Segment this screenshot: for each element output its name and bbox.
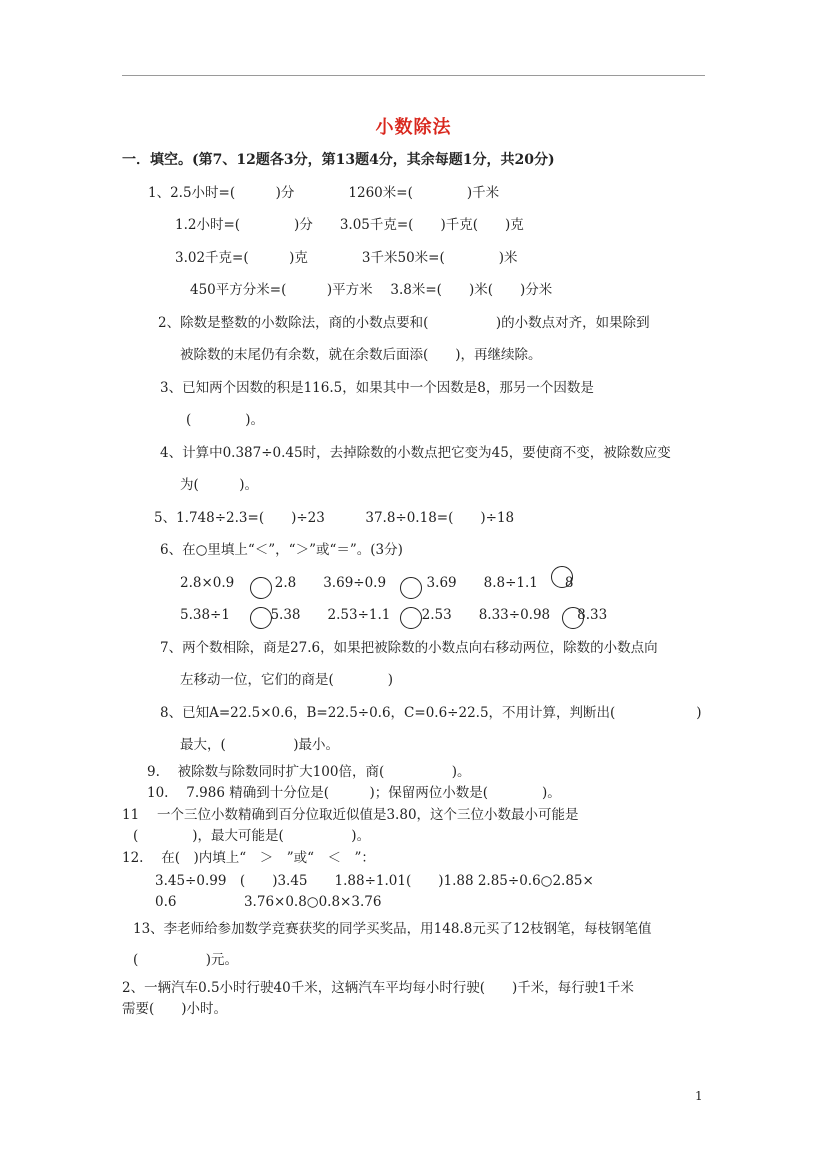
- question-line: 3、已知两个因数的积是116.5，如果其中一个因数是8，那另一个因数是: [160, 380, 594, 396]
- question-line: 5、1.748÷2.3=( )÷23 37.8÷0.18=( )÷18: [154, 510, 515, 526]
- compare-circle-blank[interactable]: [551, 566, 573, 588]
- question-line: 1.2小时=( )分 3.05千克=( )千克( )克: [175, 217, 524, 233]
- question-line: 10. 7.986 精确到十分位是( )；保留两位小数是( )。: [147, 785, 561, 801]
- question-line: 13、李老师给参加数学竞赛获奖的同学买奖品，用148.8元买了12枝钢笔，每枝钢笔值: [133, 921, 652, 937]
- compare-circle-blank[interactable]: [400, 607, 422, 629]
- question-line: 为( )。: [180, 477, 259, 493]
- question-line: 0.6 3.76×0.8○0.8×3.76: [155, 894, 382, 910]
- question-line: 2、一辆汽车0.5小时行驶40千米，这辆汽车平均每小时行驶( )千米，每行驶1千米: [122, 980, 634, 996]
- page-title: 小数除法: [375, 117, 452, 138]
- question-line: 7、两个数相除，商是27.6，如果把被除数的小数点向右移动两位，除数的小数点向: [160, 640, 658, 656]
- question-line: 6、在○里填上“＜”，“＞”或“＝”。(3分): [160, 542, 403, 558]
- compare-circle-blank[interactable]: [562, 607, 584, 629]
- question-line: 3.45÷0.99 ( )3.45 1.88÷1.01( )1.88 2.85÷0.6○2.85×: [155, 873, 594, 889]
- question-line: 450平方分米=( )平方米 3.8米=( )米( )分米: [190, 282, 553, 298]
- question-line: 最大，( )最小。: [180, 737, 340, 753]
- section-heading: 一．填空。(第7、12题各3分，第13题4分，其余每题1分，共20分): [122, 152, 555, 168]
- question-line: ( )，最大可能是( )。: [133, 828, 371, 844]
- question-line: 1、2.5小时=( )分 1260米=( )千米: [148, 185, 500, 201]
- question-line: 左移动一位，它们的商是( ): [180, 672, 394, 688]
- question-line: ( )元。: [133, 952, 239, 968]
- question-line: 4、计算中0.387÷0.45时，去掉除数的小数点把它变为45，要使商不变，被除数应变: [160, 445, 671, 461]
- page-number: 1: [695, 1089, 703, 1103]
- question-line: 2.8×0.9 2.8 3.69÷0.9 3.69 8.8÷1.1 8: [180, 575, 574, 591]
- question-line: 5.38÷1 5.38 2.53÷1.1 2.53 8.33÷0.98 8.33: [180, 607, 608, 623]
- question-line: ( )。: [186, 412, 265, 428]
- question-line: 被除数的末尾仍有余数，就在余数后面添( )，再继续除。: [180, 347, 542, 363]
- compare-circle-blank[interactable]: [250, 607, 272, 629]
- question-line: 2、除数是整数的小数除法，商的小数点要和( )的小数点对齐，如果除到: [158, 315, 650, 331]
- question-line: 需要( )小时。: [122, 1001, 228, 1017]
- question-line: 12. 在( )内填上“ ＞ ”或“ ＜ ”：: [122, 850, 375, 866]
- question-line: 3.02千克=( )克 3千米50米=( )米: [175, 250, 518, 266]
- compare-circle-blank[interactable]: [250, 577, 272, 599]
- question-line: 9. 被除数与除数同时扩大100倍，商( )。: [147, 764, 471, 780]
- question-line: 8、已知A=22.5×0.6，B=22.5÷0.6，C=0.6÷22.5，不用计算，判断出( ): [160, 705, 702, 721]
- question-line: 11 一个三位小数精确到百分位取近似值是3.80，这个三位小数最小可能是: [122, 807, 579, 823]
- header-rule: [122, 75, 705, 76]
- compare-circle-blank[interactable]: [400, 577, 422, 599]
